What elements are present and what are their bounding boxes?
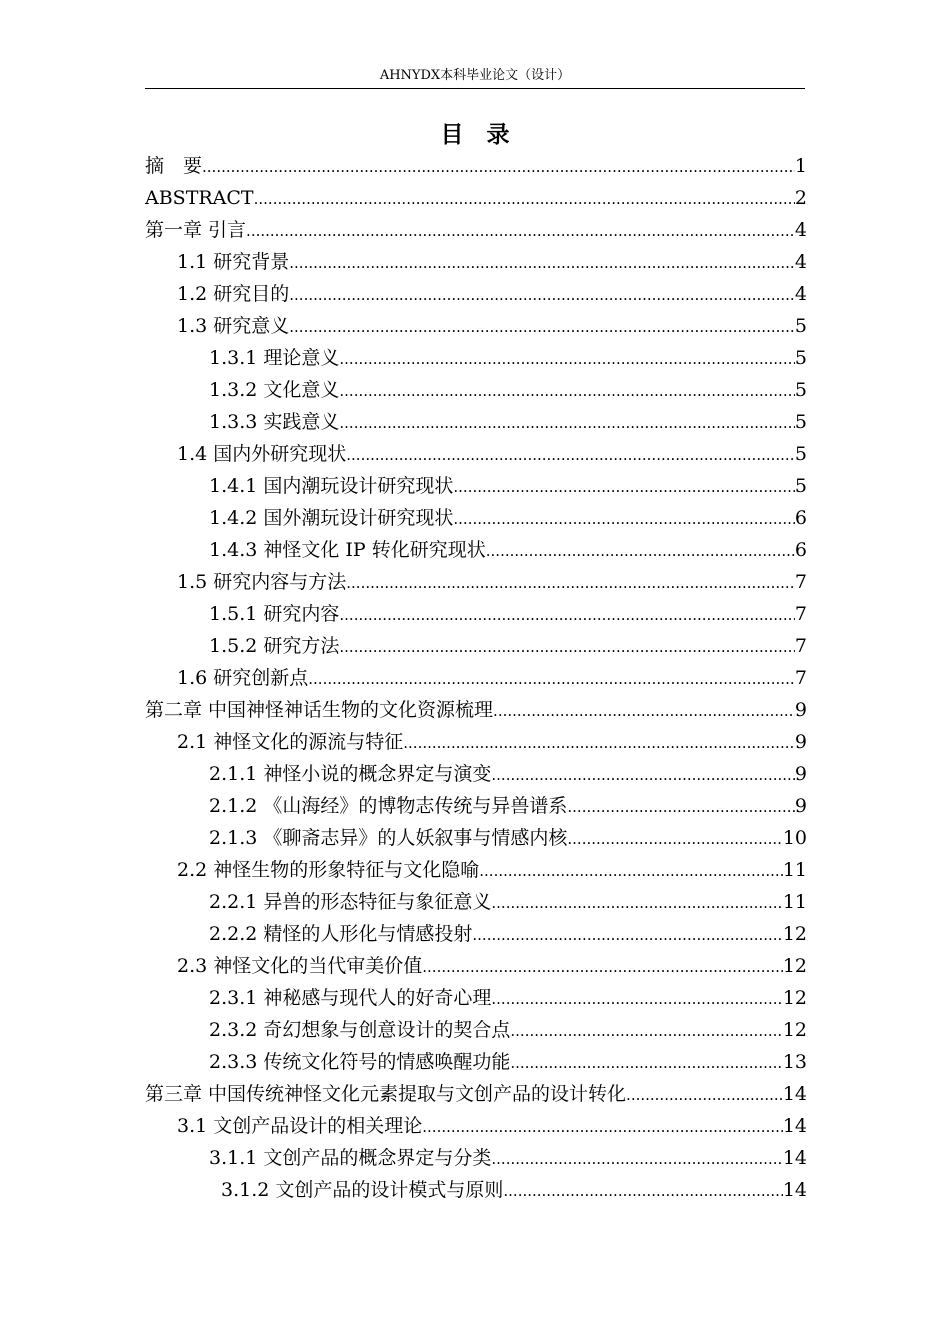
- toc-entry[interactable]: [145, 470, 807, 502]
- toc-entry-label: ABSTRACT: [145, 187, 254, 209]
- toc-entry-label: 2.1.3 《聊斋志异》的人妖叙事与情感内核: [209, 827, 568, 849]
- toc-entry-page: 5: [794, 443, 807, 465]
- toc-entry[interactable]: [145, 982, 807, 1014]
- toc-entry-page: 12: [782, 955, 807, 977]
- toc-entry-page: 4: [794, 283, 807, 305]
- toc-entry[interactable]: [145, 534, 807, 566]
- toc-leader-dots: [567, 823, 782, 855]
- toc-entry-page: 12: [782, 1019, 807, 1041]
- toc-entry-page: 11: [782, 891, 807, 913]
- toc-entry[interactable]: [145, 502, 807, 534]
- toc-entry[interactable]: [145, 1046, 807, 1078]
- toc-entry-page: 14: [782, 1147, 807, 1169]
- toc-leader-dots: [486, 535, 795, 567]
- toc-leader-dots: [246, 215, 795, 247]
- toc-entry-page: 12: [782, 987, 807, 1009]
- toc-entry-label: 1.4 国内外研究现状: [177, 443, 347, 465]
- toc-leader-dots: [453, 503, 795, 535]
- toc-leader-dots: [308, 663, 795, 695]
- toc-leader-dots: [254, 183, 795, 215]
- toc-entry-label: 1.5 研究内容与方法: [177, 571, 347, 593]
- toc-entry-page: 7: [794, 603, 807, 625]
- toc-entry[interactable]: [145, 310, 807, 342]
- toc-entry-label: 1.4.3 神怪文化 IP 转化研究现状: [209, 539, 486, 561]
- toc-leader-dots: [479, 855, 783, 887]
- toc-leader-dots: [491, 1143, 782, 1175]
- toc-entry[interactable]: [145, 182, 807, 214]
- toc-entry-label: 2.2.2 精怪的人形化与情感投射: [209, 923, 473, 945]
- toc-entry-page: 2: [794, 187, 807, 209]
- toc-leader-dots: [491, 887, 782, 919]
- toc-entry-page: 4: [794, 251, 807, 273]
- toc-entry-label: 1.2 研究目的: [177, 283, 290, 305]
- toc-entry-page: 4: [794, 219, 807, 241]
- toc-entry-page: 7: [794, 571, 807, 593]
- toc-leader-dots: [289, 279, 795, 311]
- toc-entry-label: 1.3.2 文化意义: [209, 379, 340, 401]
- toc-entry-label: 1.5.1 研究内容: [209, 603, 340, 625]
- toc-entry-page: 9: [794, 795, 807, 817]
- toc-entry-page: 5: [794, 379, 807, 401]
- toc-entry-label: 1.1 研究背景: [177, 251, 290, 273]
- toc-leader-dots: [453, 471, 795, 503]
- toc-leader-dots: [339, 375, 795, 407]
- toc-entry[interactable]: [145, 1142, 807, 1174]
- toc-entry-label: 摘 要: [145, 155, 203, 177]
- toc-entry[interactable]: [145, 790, 807, 822]
- toc-entry-label: 3.1 文创产品设计的相关理论: [177, 1115, 423, 1137]
- toc-leader-dots: [503, 1175, 782, 1207]
- toc-leader-dots: [422, 951, 783, 983]
- toc-entry[interactable]: [145, 150, 807, 182]
- toc-entry-label: 第三章 中国传统神怪文化元素提取与文创产品的设计转化: [145, 1083, 627, 1105]
- page-header: AHNYDX本科毕业论文（设计）: [145, 64, 805, 89]
- toc-entry[interactable]: [145, 438, 807, 470]
- toc-leader-dots: [491, 983, 782, 1015]
- toc-entry-page: 9: [794, 699, 807, 721]
- toc-leader-dots: [403, 727, 795, 759]
- toc-entry-label: 2.2.1 异兽的形态特征与象征意义: [209, 891, 492, 913]
- toc-entry[interactable]: [145, 1174, 807, 1206]
- toc-entry-label: 2.3 神怪文化的当代审美价值: [177, 955, 423, 977]
- toc-leader-dots: [510, 1015, 782, 1047]
- toc-entry-label: 1.5.2 研究方法: [209, 635, 340, 657]
- toc-entry[interactable]: [145, 566, 807, 598]
- toc-entry[interactable]: [145, 630, 807, 662]
- toc-entry-label: 1.4.1 国内潮玩设计研究现状: [209, 475, 454, 497]
- toc-leader-dots: [491, 759, 795, 791]
- page-title: 目 录: [440, 121, 510, 148]
- toc-entry[interactable]: [145, 374, 807, 406]
- toc-leader-dots: [422, 1111, 783, 1143]
- toc-entry[interactable]: [145, 246, 807, 278]
- toc-entry[interactable]: [145, 886, 807, 918]
- toc-entry-label: 3.1.1 文创产品的概念界定与分类: [209, 1147, 492, 1169]
- toc-entry-page: 6: [794, 507, 807, 529]
- toc-entry-page: 5: [794, 347, 807, 369]
- toc-entry-label: 1.3 研究意义: [177, 315, 290, 337]
- table-of-contents: [145, 150, 807, 1206]
- toc-entry[interactable]: [145, 758, 807, 790]
- toc-entry-page: 9: [794, 731, 807, 753]
- toc-entry[interactable]: [145, 214, 807, 246]
- toc-leader-dots: [346, 439, 795, 471]
- toc-entry-page: 14: [782, 1115, 807, 1137]
- toc-entry-page: 5: [794, 315, 807, 337]
- toc-entry[interactable]: [145, 1014, 807, 1046]
- toc-leader-dots: [626, 1079, 783, 1111]
- toc-entry[interactable]: [145, 662, 807, 694]
- toc-entry[interactable]: [145, 1078, 807, 1110]
- toc-leader-dots: [289, 311, 795, 343]
- toc-entry[interactable]: [145, 726, 807, 758]
- toc-entry[interactable]: [145, 918, 807, 950]
- toc-entry-label: 2.1.1 神怪小说的概念界定与演变: [209, 763, 492, 785]
- toc-entry-label: 2.1.2 《山海经》的博物志传统与异兽谱系: [209, 795, 568, 817]
- toc-entry-label: 3.1.2 文创产品的设计模式与原则: [221, 1179, 504, 1201]
- toc-entry-page: 14: [782, 1083, 807, 1105]
- toc-leader-dots: [289, 247, 795, 279]
- toc-entry-page: 13: [782, 1051, 807, 1073]
- toc-entry[interactable]: [145, 950, 807, 982]
- toc-entry[interactable]: [145, 1110, 807, 1142]
- toc-entry[interactable]: [145, 694, 807, 726]
- toc-leader-dots: [339, 631, 795, 663]
- toc-entry-label: 2.3.3 传统文化符号的情感唤醒功能: [209, 1051, 511, 1073]
- toc-entry-label: 2.1 神怪文化的源流与特征: [177, 731, 404, 753]
- toc-leader-dots: [472, 919, 782, 951]
- toc-leader-dots: [339, 599, 795, 631]
- toc-entry-label: 1.4.2 国外潮玩设计研究现状: [209, 507, 454, 529]
- toc-entry-label: 1.3.3 实践意义: [209, 411, 340, 433]
- toc-entry-label: 第一章 引言: [145, 219, 247, 241]
- toc-entry-page: 9: [794, 763, 807, 785]
- toc-entry-page: 5: [794, 411, 807, 433]
- toc-entry-page: 7: [794, 635, 807, 657]
- toc-entry-page: 7: [794, 667, 807, 689]
- toc-entry-label: 第二章 中国神怪神话生物的文化资源梳理: [145, 699, 494, 721]
- toc-leader-dots: [339, 407, 795, 439]
- toc-leader-dots: [493, 695, 795, 727]
- toc-entry-page: 10: [782, 827, 807, 849]
- toc-entry[interactable]: [145, 342, 807, 374]
- toc-entry[interactable]: [145, 598, 807, 630]
- toc-entry[interactable]: [145, 406, 807, 438]
- toc-entry-label: 2.3.2 奇幻想象与创意设计的契合点: [209, 1019, 511, 1041]
- toc-entry[interactable]: [145, 854, 807, 886]
- toc-entry-page: 12: [782, 923, 807, 945]
- toc-entry-page: 5: [794, 475, 807, 497]
- toc-leader-dots: [339, 343, 795, 375]
- toc-leader-dots: [346, 567, 795, 599]
- toc-leader-dots: [510, 1047, 782, 1079]
- toc-entry-page: 1: [794, 155, 807, 177]
- toc-entry[interactable]: [145, 822, 807, 854]
- toc-entry-page: 6: [794, 539, 807, 561]
- toc-entry-page: 11: [782, 859, 807, 881]
- toc-entry-label: 1.3.1 理论意义: [209, 347, 340, 369]
- toc-entry-label: 1.6 研究创新点: [177, 667, 309, 689]
- toc-leader-dots: [202, 151, 795, 183]
- toc-leader-dots: [567, 791, 795, 823]
- toc-entry-label: 2.2 神怪生物的形象特征与文化隐喻: [177, 859, 480, 881]
- toc-entry-label: 2.3.1 神秘感与现代人的好奇心理: [209, 987, 492, 1009]
- toc-entry[interactable]: [145, 278, 807, 310]
- toc-entry-page: 14: [782, 1179, 807, 1201]
